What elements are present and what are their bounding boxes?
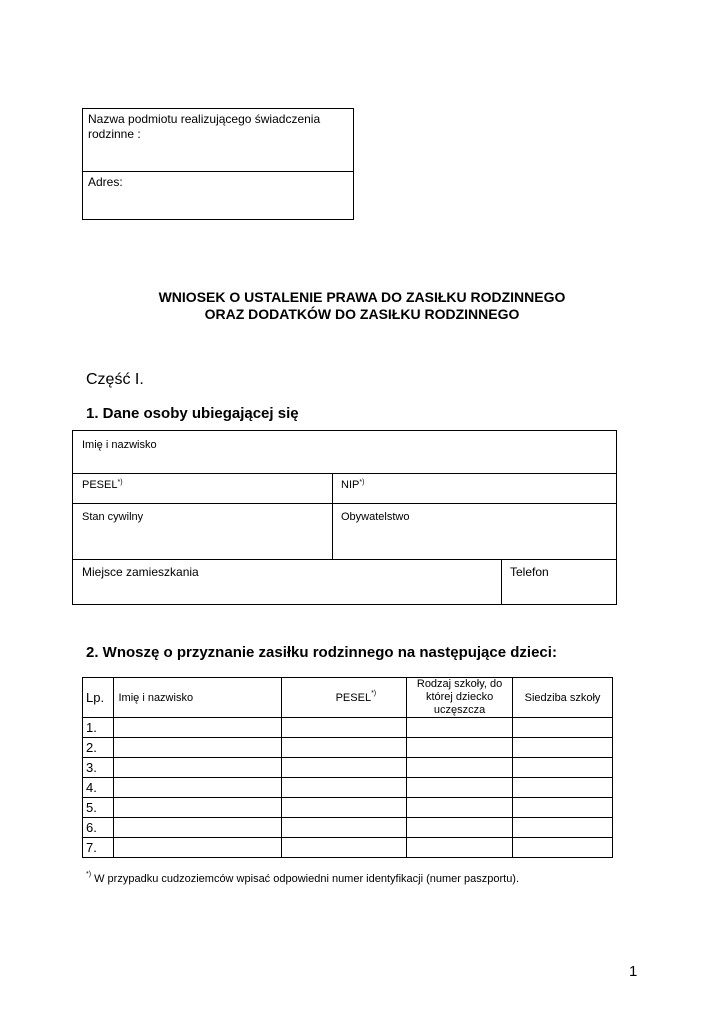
child-name-cell[interactable] (114, 778, 281, 798)
child-school-seat-cell[interactable] (513, 818, 613, 838)
pesel-label: PESEL*) (82, 479, 123, 491)
col-pesel-header: PESEL*) (281, 678, 406, 718)
residence-field[interactable] (73, 560, 500, 604)
footnote (86, 873, 519, 885)
child-pesel-cell[interactable] (281, 718, 406, 738)
child-name-cell[interactable] (114, 798, 281, 818)
section2-heading: 2. Wnoszę o przyznanie zasiłku rodzinnego na następujące dzieci: (86, 644, 557, 661)
page-number: 1 (629, 963, 638, 980)
child-pesel-cell[interactable] (281, 778, 406, 798)
table-row (83, 818, 613, 838)
table-row (83, 758, 613, 778)
row-number: 6. (83, 818, 114, 838)
nip-field[interactable] (373, 474, 616, 503)
table-row (83, 798, 613, 818)
child-pesel-cell[interactable] (281, 818, 406, 838)
nip-label: NIP*) (341, 479, 365, 491)
col-school-type-header: Rodzaj szkoły, do której dziecko uczęszcza (407, 678, 513, 718)
applicant-name-label: Imię i nazwisko (82, 439, 157, 451)
marital-status-field[interactable] (73, 504, 331, 559)
form-title-line2: ORAZ DODATKÓW DO ZASIŁKU RODZINNEGO (204, 306, 520, 322)
citizenship-field[interactable] (333, 504, 616, 559)
institution-box (82, 108, 354, 220)
child-school-type-cell[interactable] (407, 718, 513, 738)
child-school-seat-cell[interactable] (513, 758, 613, 778)
child-name-cell[interactable] (114, 818, 281, 838)
form-title-line1: WNIOSEK O USTALENIE PRAWA DO ZASIŁKU RODZINNEGO (158, 289, 566, 305)
child-school-seat-cell[interactable] (513, 718, 613, 738)
child-school-type-cell[interactable] (407, 778, 513, 798)
child-school-type-cell[interactable] (407, 758, 513, 778)
child-school-seat-cell[interactable] (513, 778, 613, 798)
row-number: 2. (83, 738, 114, 758)
phone-label: Telefon (510, 565, 549, 579)
citizenship-label: Obywatelstwo (341, 511, 410, 523)
institution-name-cell[interactable] (83, 109, 353, 172)
child-school-seat-cell[interactable] (513, 738, 613, 758)
applicant-table (72, 430, 617, 605)
col-name-header: Imię i nazwisko (114, 678, 281, 718)
child-school-seat-cell[interactable] (513, 798, 613, 818)
child-name-cell[interactable] (114, 738, 281, 758)
footnote-mark: *) (86, 871, 92, 878)
table-row (83, 738, 613, 758)
child-school-type-cell[interactable] (407, 798, 513, 818)
pesel-col-footnote-mark: *) (371, 689, 377, 697)
pesel-field[interactable] (133, 474, 331, 503)
child-pesel-cell[interactable] (281, 798, 406, 818)
footnote-text: W przypadku cudzoziemców wpisać odpowiedni numer identyfikacji (numer paszportu). (91, 873, 520, 885)
col-school-seat-header: Siedziba szkoły (513, 678, 613, 718)
children-table-header (83, 678, 613, 718)
institution-address-label: Adres: (88, 175, 123, 189)
part-label: Część I. (86, 371, 144, 388)
child-pesel-cell[interactable] (281, 838, 406, 858)
child-name-cell[interactable] (114, 838, 281, 858)
child-pesel-cell[interactable] (281, 738, 406, 758)
row-number: 5. (83, 798, 114, 818)
table-row (83, 718, 613, 738)
row-number: 4. (83, 778, 114, 798)
table-row (83, 778, 613, 798)
child-pesel-cell[interactable] (281, 758, 406, 778)
child-school-type-cell[interactable] (407, 818, 513, 838)
marital-status-label: Stan cywilny (82, 511, 144, 523)
children-table (82, 677, 613, 858)
child-school-type-cell[interactable] (407, 838, 513, 858)
pesel-footnote-mark: *) (117, 479, 123, 486)
phone-field[interactable] (502, 560, 616, 604)
section1-heading: 1. Dane osoby ubiegającej się (86, 405, 299, 422)
nip-footnote-mark: *) (359, 479, 365, 486)
row-number: 7. (83, 838, 114, 858)
child-school-type-cell[interactable] (407, 738, 513, 758)
row-number: 1. (83, 718, 114, 738)
child-name-cell[interactable] (114, 758, 281, 778)
residence-label: Miejsce zamieszkania (82, 565, 199, 579)
child-name-cell[interactable] (114, 718, 281, 738)
col-lp-header: Lp. (83, 678, 114, 718)
applicant-name-field[interactable] (73, 431, 616, 473)
child-school-seat-cell[interactable] (513, 838, 613, 858)
row-number: 3. (83, 758, 114, 778)
institution-name-label: Nazwa podmiotu realizującego świadczenia rodzinne : (88, 112, 321, 141)
table-row (83, 838, 613, 858)
